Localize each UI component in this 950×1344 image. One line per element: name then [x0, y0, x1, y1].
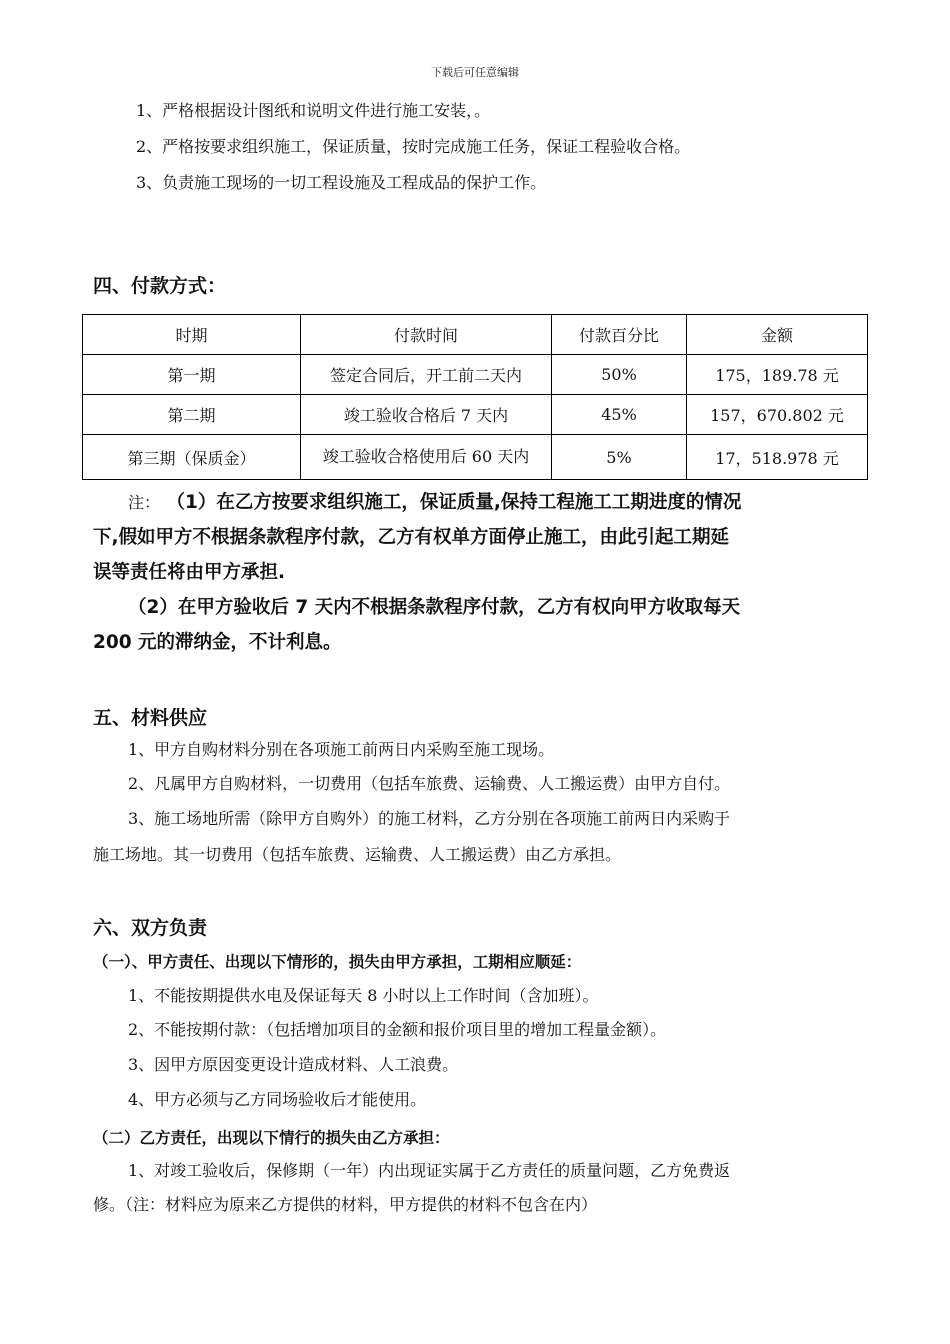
note1-line-2: 下,假如甲方不根据条款程序付款，乙方有权单方面停止施工，由此引起工期延 [93, 527, 730, 548]
section6-sub1-item-1: 1、不能按期提供水电及保证每天 8 小时以上工作时间（含加班）。 [128, 986, 599, 1005]
section6-sub1: （一）、甲方责任、出现以下情形的，损失由甲方承担，工期相应顺延： [93, 953, 582, 971]
table-row [83, 355, 868, 395]
table-row [83, 435, 868, 480]
section4-title: 四、付款方式： [93, 275, 227, 297]
header-cell: 金额 [687, 315, 868, 355]
intro-item-1: 1、严格根据设计图纸和说明文件进行施工安装，。 [136, 101, 491, 120]
table-cell: 签定合同后，开工前二天内 [301, 355, 552, 395]
section6-sub2-item-1-cont: 修。（注：材料应为原来乙方提供的材料，甲方提供的材料不包含在内） [93, 1195, 598, 1214]
note1-line-3: 误等责任将由甲方承担. [93, 562, 286, 583]
table-cell: 第一期 [83, 355, 301, 395]
section5-item-3: 3、施工场地所需（除甲方自购外）的施工材料，乙方分别在各项施工前两日内采购于 [128, 809, 731, 828]
section5-item-1: 1、甲方自购材料分别在各项施工前两日内采购至施工现场。 [128, 740, 555, 759]
section6-sub1-item-3: 3、因甲方原因变更设计造成材料、人工浪费。 [128, 1055, 459, 1074]
section6-sub1-item-2: 2、不能按期付款：（包括增加项目的金额和报价项目里的增加工程量金额）。 [128, 1020, 667, 1039]
header-cell: 付款时间 [301, 315, 552, 355]
table-cell: 45% [552, 395, 687, 435]
note2-line-1: （2）在甲方验收后 7 天内不根据条款程序付款，乙方有权向甲方收取每天 [128, 597, 741, 618]
section6-title: 六、双方负责 [93, 917, 208, 939]
section5-title: 五、材料供应 [93, 707, 208, 729]
header-cell: 付款百分比 [552, 315, 687, 355]
table-cell: 157，670.802 元 [687, 395, 868, 435]
table-cell: 5% [552, 435, 687, 480]
table-cell: 竣工验收合格使用后 60 天内 [301, 435, 552, 480]
table-cell: 竣工验收合格后 7 天内 [301, 395, 552, 435]
section6-sub1-item-4: 4、甲方必须与乙方同场验收后才能使用。 [128, 1090, 427, 1109]
table-cell: 50% [552, 355, 687, 395]
page-header: 下载后可任意编辑 [431, 66, 519, 79]
intro-item-3: 3、负责施工现场的一切工程设施及工程成品的保护工作。 [136, 173, 547, 192]
note2-line-2: 200 元的滞纳金，不计利息。 [93, 632, 342, 653]
table-header-row [83, 315, 868, 355]
table-cell: 17，518.978 元 [687, 435, 868, 480]
section6-sub2: （二）乙方责任，出现以下情行的损失由乙方承担： [93, 1129, 450, 1147]
table-cell: 第三期（保质金） [83, 435, 301, 480]
intro-item-2: 2、严格按要求组织施工，保证质量，按时完成施工任务，保证工程验收合格。 [136, 137, 691, 156]
table-row [83, 395, 868, 435]
table-cell: 175，189.78 元 [687, 355, 868, 395]
section5-item-3-cont: 施工场地。其一切费用（包括车旅费、运输费、人工搬运费）由乙方承担。 [93, 845, 622, 864]
note1-line-1: （1）在乙方按要求组织施工，保证质量,保持工程施工工期进度的情况 [166, 492, 742, 513]
section6-sub2-item-1: 1、对竣工验收后，保修期（一年）内出现证实属于乙方责任的质量问题，乙方免费返 [128, 1161, 731, 1180]
header-cell: 时期 [83, 315, 301, 355]
payment-table [82, 314, 868, 480]
table-cell: 第二期 [83, 395, 301, 435]
note-prefix: 注： [128, 493, 161, 512]
section5-item-2: 2、凡属甲方自购材料，一切费用（包括车旅费、运输费、人工搬运费）由甲方自付。 [128, 774, 731, 793]
